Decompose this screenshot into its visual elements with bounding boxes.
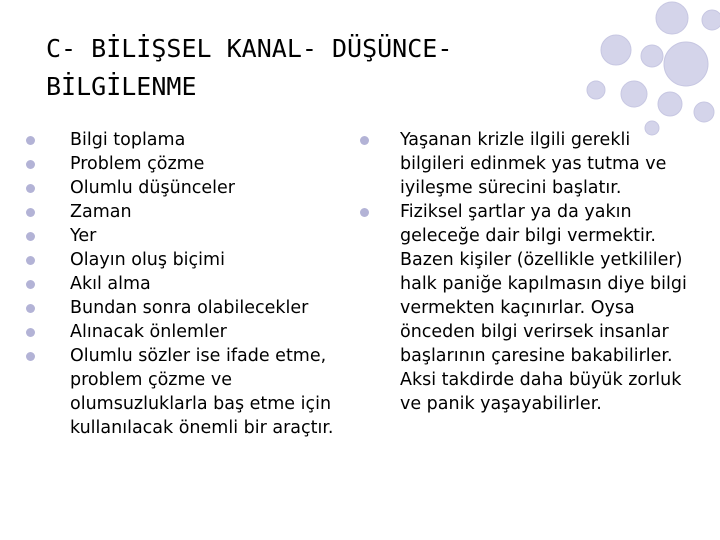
list-item	[26, 272, 356, 296]
list-item-text: Alınacak önlemler	[70, 322, 227, 342]
list-item	[26, 320, 356, 344]
bullet-icon	[26, 160, 35, 169]
list-item-text: Fiziksel şartlar ya da yakın geleceğe dair bilgi vermektir. Bazen kişiler (özellikle yetkililer) halk paniğe kapılmasın diye bilgi vermekten kaçınırlar. Oysa önceden bilgi verirsek insanlar başlarının çaresine bakabilirler. Aksi takdirde daha büyük zorluk ve panik yaşayabilirler.	[400, 202, 687, 414]
list-item	[26, 344, 356, 440]
deco-circle	[702, 10, 720, 30]
deco-circle	[694, 102, 714, 122]
list-item	[26, 248, 356, 272]
list-item	[26, 128, 356, 152]
list-item	[26, 176, 356, 200]
list-item-text: Yer	[70, 226, 97, 246]
deco-circle	[621, 81, 647, 107]
bullet-icon	[26, 256, 35, 265]
list-item	[360, 128, 690, 200]
list-item-text: Bilgi toplama	[70, 130, 186, 150]
deco-circle	[664, 42, 708, 86]
list-item-text: Yaşanan krizle ilgili gerekli bilgileri edinmek yas tutma ve iyileşme sürecini başlatır.	[400, 130, 667, 198]
list-item-text: Akıl alma	[70, 274, 151, 294]
deco-circle	[658, 92, 682, 116]
right-bullet-list	[360, 128, 690, 416]
list-item	[360, 200, 690, 416]
deco-circle	[656, 2, 688, 34]
left-bullet-list	[26, 128, 356, 440]
list-item	[26, 152, 356, 176]
list-item-text: Olayın oluş biçimi	[70, 250, 225, 270]
list-item	[26, 224, 356, 248]
bullet-icon	[26, 352, 35, 361]
bullet-icon	[360, 136, 369, 145]
bullet-icon	[26, 304, 35, 313]
deco-circle	[641, 45, 663, 67]
title-line-1: C- BİLİŞSEL KANAL- DÜŞÜNCE-	[46, 34, 453, 63]
list-item-text: Olumlu düşünceler	[70, 178, 236, 198]
list-item-text: Bundan sonra olabilecekler	[70, 298, 309, 318]
bullet-icon	[26, 328, 35, 337]
list-item	[26, 296, 356, 320]
bullet-icon	[360, 208, 369, 217]
bullet-icon	[26, 280, 35, 289]
list-item-text: Zaman	[70, 202, 132, 222]
list-item-text: Olumlu sözler ise ifade etme, problem çözme ve olumsuzluklarla baş etme için kullanılacak önemli bir araçtır.	[70, 346, 334, 438]
list-item-text: Problem çözme	[70, 154, 205, 174]
title-line-2: BİLGİLENME	[46, 72, 197, 101]
bullet-icon	[26, 136, 35, 145]
list-item	[26, 200, 356, 224]
bullet-icon	[26, 232, 35, 241]
bullet-icon	[26, 184, 35, 193]
slide-title	[46, 30, 606, 106]
bullet-icon	[26, 208, 35, 217]
